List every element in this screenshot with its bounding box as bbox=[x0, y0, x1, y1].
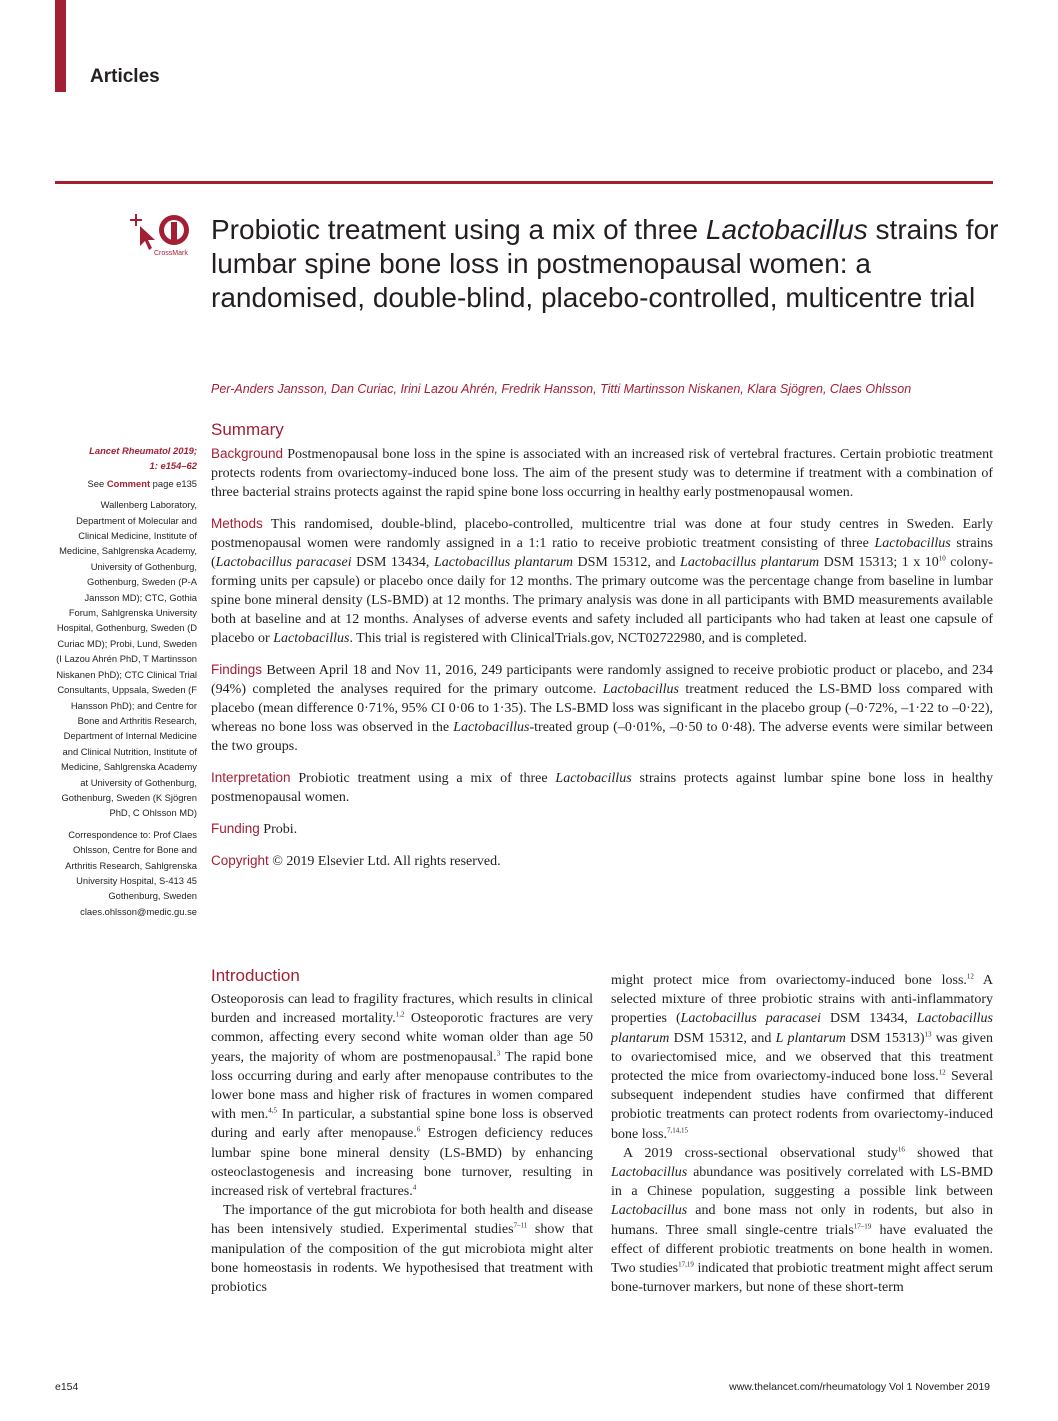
intro-paragraph: Osteoporosis can lead to fragility fractures, which results in clinical burden and increased mortality.$^{1,2}$ Osteoporotic fractures are very common, affecting every second white woman older than age 50 years, the majority of whom are postmenopausal.$^3$ The rapid bone loss occurring during and early after menopause contributes to the lower bone mass and higher risk of fractures in women compared with men.$^{4,5}$ In particular, a substantial spine bone loss is observed during and early after menopause.$^6$ Estrogen deficiency reduces lumbar spine bone mineral density (LS-BMD) by enhancing osteoclastogenesis and increasing bone turnover, resulting in increased risk of vertebral fractures.$^4$ bbox=[211, 992, 593, 1200]
methods-paragraph: Methods This randomised, double-blind, placebo-controlled, multicentre trial was done at four study centres in Sweden. Early postmenopausal women were randomly assigned in a 1:1 ratio to receive probiotic treatment consisting of three Lactobacillus strains (Lactobacillus paracasei DSM 13434, Lactobacillus plantarum DSM 15312, and Lactobacillus plantarum DSM 15313; 1 x $10^{10}$ colony-forming units per capsule) or placebo once daily for 12 months. The primary outcome was the percentage change from baseline in lumbar spine bone mineral density (LS-BMD) at 12 months. The primary analysis was done in all participants with BMD measurements available both at baseline and at 12 months. Analyses of adverse events and safety included all participants who had taken at least one capsule of placebo or Lactobacillus. This trial is registered with ClinicalTrials.gov, NCT02722980, and is completed. bbox=[211, 516, 994, 646]
summary-body bbox=[211, 444, 993, 883]
sidebar-notes bbox=[55, 443, 197, 919]
findings-paragraph: Findings Between April 18 and Nov 11, 2016, 249 participants were randomly assigned to receive probiotic product or placebo, and 234 (94%) completed the analyses required for the primary outcome. Lactobacillus treatment reduced the LS-BMD loss compared with placebo (mean difference 0·71%, 95% CI 0·06 to 1·35). The LS-BMD loss was significant in the placebo group (–0·72%, –1·22 to –0·22), whereas no bone loss was observed in the Lactobacillus-treated group (–0·01%, –0·50 to 0·48). The adverse events were similar between the two groups. bbox=[211, 662, 993, 754]
correspondence: Correspondence to: Prof Claes Ohlsson, Centre for Bone and Arthritis Research, Sahlgrenska University Hospital, S-413 45 Gothenburg, Sweden claes.ohlsson@medic.gu.se bbox=[65, 828, 197, 917]
journal-footer: www.thelancet.com/rheumatology Vol 1 November 2019 bbox=[729, 1381, 990, 1393]
intro-paragraph: might protect mice from ovariectomy-induced bone loss.$^{12}$ A selected mixture of three probiotic strains with anti-inflammatory properties (Lactobacillus paracasei DSM 13434, Lactobacillus plantarum DSM 15312, and L plantarum DSM 15313)$^{13}$ was given to ovariectomised mice, and we observed that this treatment protected the mice from ovariectomy-induced bone loss.$^{12}$ Several subsequent independent studies have confirmed that different probiotic treatments can protect rodents from ovariectomy-induced bone loss.$^{7,14,15}$ bbox=[611, 972, 993, 1142]
citation: Lancet Rheumatol 2019; 1: e154–62 bbox=[89, 445, 197, 472]
interpretation-paragraph: Interpretation Probiotic treatment using a mix of three Lactobacillus strains protects against lumbar spine bone loss in healthy postmenopausal women. bbox=[211, 770, 994, 805]
section-color-bar bbox=[55, 0, 66, 92]
background-paragraph: Background Postmenopausal bone loss in the spine is associated with an increased risk of vertebral fractures. Certain probiotic treatment protects rodents from ovariectomy-induced bone loss. The aim of the present study was to determine if treatment with a combination of three bacterial strains protects against the rapid spine bone loss occurring in healthy early postmenopausal women. bbox=[211, 446, 993, 500]
article-title: Probiotic treatment using a mix of three Lactobacillus strains for lumbar spine bone loss in postmenopausal women: a randomised, double-blind, placebo-controlled, multicentre trial bbox=[211, 214, 999, 313]
crossmark-label: CrossMark bbox=[154, 250, 188, 257]
introduction-heading: Introduction bbox=[211, 966, 300, 985]
intro-paragraph: A 2019 cross-sectional observational study$^{16}$ showed that Lactobacillus abundance was positively correlated with LS-BMD in a Chinese population, suggesting a possible link between Lactobacillus and bone mass not only in rodents, but also in humans. Three small single-centre trials$^{17-19}$ have evaluated the effect of different probiotic treatments on bone health in women. Two studies$^{17,19}$ indicated that probiotic treatment might affect serum bone-turnover markers, but none of these short-term bbox=[611, 1145, 994, 1296]
intro-column-right bbox=[611, 971, 993, 1297]
copyright-paragraph: Copyright © 2019 Elsevier Ltd. All rights reserved. bbox=[211, 853, 501, 869]
intro-paragraph: The importance of the gut microbiota for both health and disease has been intensively studied. Experimental studies$^{7-11}$ show that manipulation of the composition of the gut microbiota might alter bone homeostasis in rodents. We hypothesised that treatment with probiotics bbox=[211, 1203, 593, 1296]
summary-heading: Summary bbox=[211, 420, 284, 439]
affiliations: Wallenberg Laboratory, Department of Molecular and Clinical Medicine, Institute of Medicine, Sahlgrenska Academy, University of Gothenburg, Gothenburg, Sweden (P-A Jansson MD); CTC, Gothia Forum, Sahlgrenska University Hospital, Gothenburg, Sweden (D Curiac MD); Probi, Lund, Sweden (I Lazou Ahrén PhD, T Martinsson Niskanen PhD); CTC Clinical Trial Consultants, Uppsala, Sweden (F Hansson PhD); and Centre for Bone and Arthritis Research, Department of Internal Medicine and Clinical Nutrition, Institute of Medicine, Sahlgrenska Academy at University of Gothenburg, Gothenburg, Sweden (K Sjögren PhD, C Ohlsson MD) bbox=[56, 499, 197, 819]
comment-link[interactable]: Comment bbox=[106, 477, 151, 489]
author-list: Per-Anders Jansson, Dan Curiac, Irini Lazou Ahrén, Fredrik Hansson, Titti Martinsson Niskanen, Klara Sjögren, Claes Ohlsson bbox=[211, 382, 912, 396]
section-label: Articles bbox=[90, 66, 160, 87]
page-number: e154 bbox=[55, 1381, 79, 1393]
header-rule bbox=[55, 181, 993, 184]
see-comment: See Comment page e135 bbox=[87, 477, 197, 489]
intro-column-left bbox=[211, 990, 593, 1297]
funding-paragraph: Funding Probi. bbox=[211, 821, 298, 837]
